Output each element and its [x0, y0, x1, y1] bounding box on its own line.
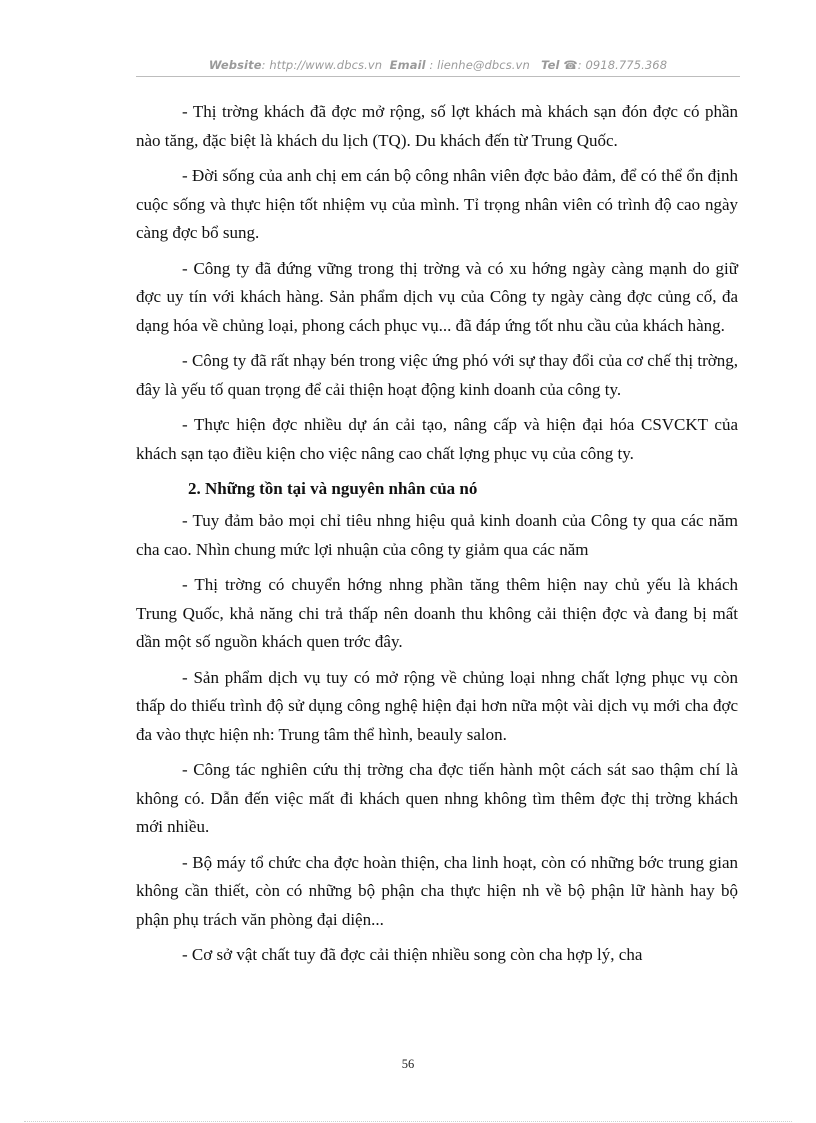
paragraph: - Đời sống của anh chị em cán bộ công nhân viên đợc bảo đảm, để có thể ổn định cuộc sống và thực hiện tốt nhiệm vụ của mình. Tỉ trọng nhân viên có trình độ cao ngày càng đợc bổ sung.: [136, 166, 738, 242]
phone-icon: ☎: [563, 58, 578, 72]
paragraph: - Cơ sở vật chất tuy đã đợc cải thiện nhiều song còn cha hợp lý, cha: [182, 945, 643, 964]
paragraph: - Tuy đảm bảo mọi chỉ tiêu nhng hiệu quả kinh doanh của Công ty qua các năm cha cao. Nhìn chung mức lợi nhuận của công ty giảm qua các năm: [136, 511, 738, 559]
page-number: 56: [401, 1057, 415, 1071]
body-text: [136, 98, 738, 977]
paragraph: - Sản phẩm dịch vụ tuy có mở rộng về chủng loại nhng chất lợng phục vụ còn thấp do thiếu trình độ sử dụng công nghệ hiện đại hơn nữa một vài dịch vụ mới cha đợc đa vào thực hiện nh: Trung tâm thể hình, beauly salon.: [136, 667, 738, 744]
email-label: Email: [389, 58, 426, 72]
tel-value: : 0918.775.368: [577, 58, 668, 72]
page-bottom-border: [24, 1121, 792, 1122]
website-value: : http://www.dbcs.vn: [261, 58, 383, 72]
paragraph: - Thực hiện đợc nhiều dự án cải tạo, nâng cấp và hiện đại hóa CSVCKT của khách sạn tạo điều kiện cho việc nâng cao chất lợng phục vụ của công ty.: [136, 415, 738, 463]
paragraph: - Công tác nghiên cứu thị trờng cha đợc tiến hành một cách sát sao thậm chí là không có. Dẫn đến việc mất đi khách quen nhng không tìm thêm đợc thị trờng khách mới nhiều.: [136, 760, 738, 836]
paragraph: - Công ty đã đứng vững trong thị trờng và có xu hớng ngày càng mạnh do giữ đợc uy tín với khách hàng. Sản phẩm dịch vụ của Công ty ngày càng đợc củng cố, đa dạng hóa về chủng loại, phong cách phục vụ... đã đáp ứng tốt nhu cầu của khách hàng.: [136, 258, 738, 335]
paragraph: - Công ty đã rất nhạy bén trong việc ứng phó với sự thay đổi của cơ chế thị trờng, đây là yếu tố quan trọng để cải thiện hoạt động kinh doanh của công ty.: [136, 351, 738, 399]
section-heading: 2. Những tồn tại và nguyên nhân của nó: [188, 479, 478, 498]
paragraph: - Bộ máy tổ chức cha đợc hoàn thiện, cha linh hoạt, còn có những bớc trung gian không cần thiết, còn có những bộ phận cha thực hiện nh về bộ phận lữ hành hay bộ phận phụ trách văn phòng đại diện...: [136, 852, 738, 929]
paragraph: - Thị trờng có chuyển hớng nhng phần tăng thêm hiện nay chủ yếu là khách Trung Quốc, khả năng chi trả thấp nên doanh thu không cải thiện đợc và đang bị mất dần một số nguồn khách quen trớc đây.: [136, 575, 738, 651]
header-divider: [136, 76, 740, 77]
tel-label: Tel: [541, 58, 560, 72]
paragraph: - Thị trờng khách đã đợc mở rộng, số lợt khách mà khách sạn đón đợc có phần nào tăng, đặc biệt là khách du lịch (TQ). Du khách đến từ Trung Quốc.: [136, 102, 738, 150]
email-value: : lienhe@dbcs.vn: [429, 58, 530, 72]
page-header: [136, 58, 740, 72]
website-label: Website: [208, 58, 262, 72]
